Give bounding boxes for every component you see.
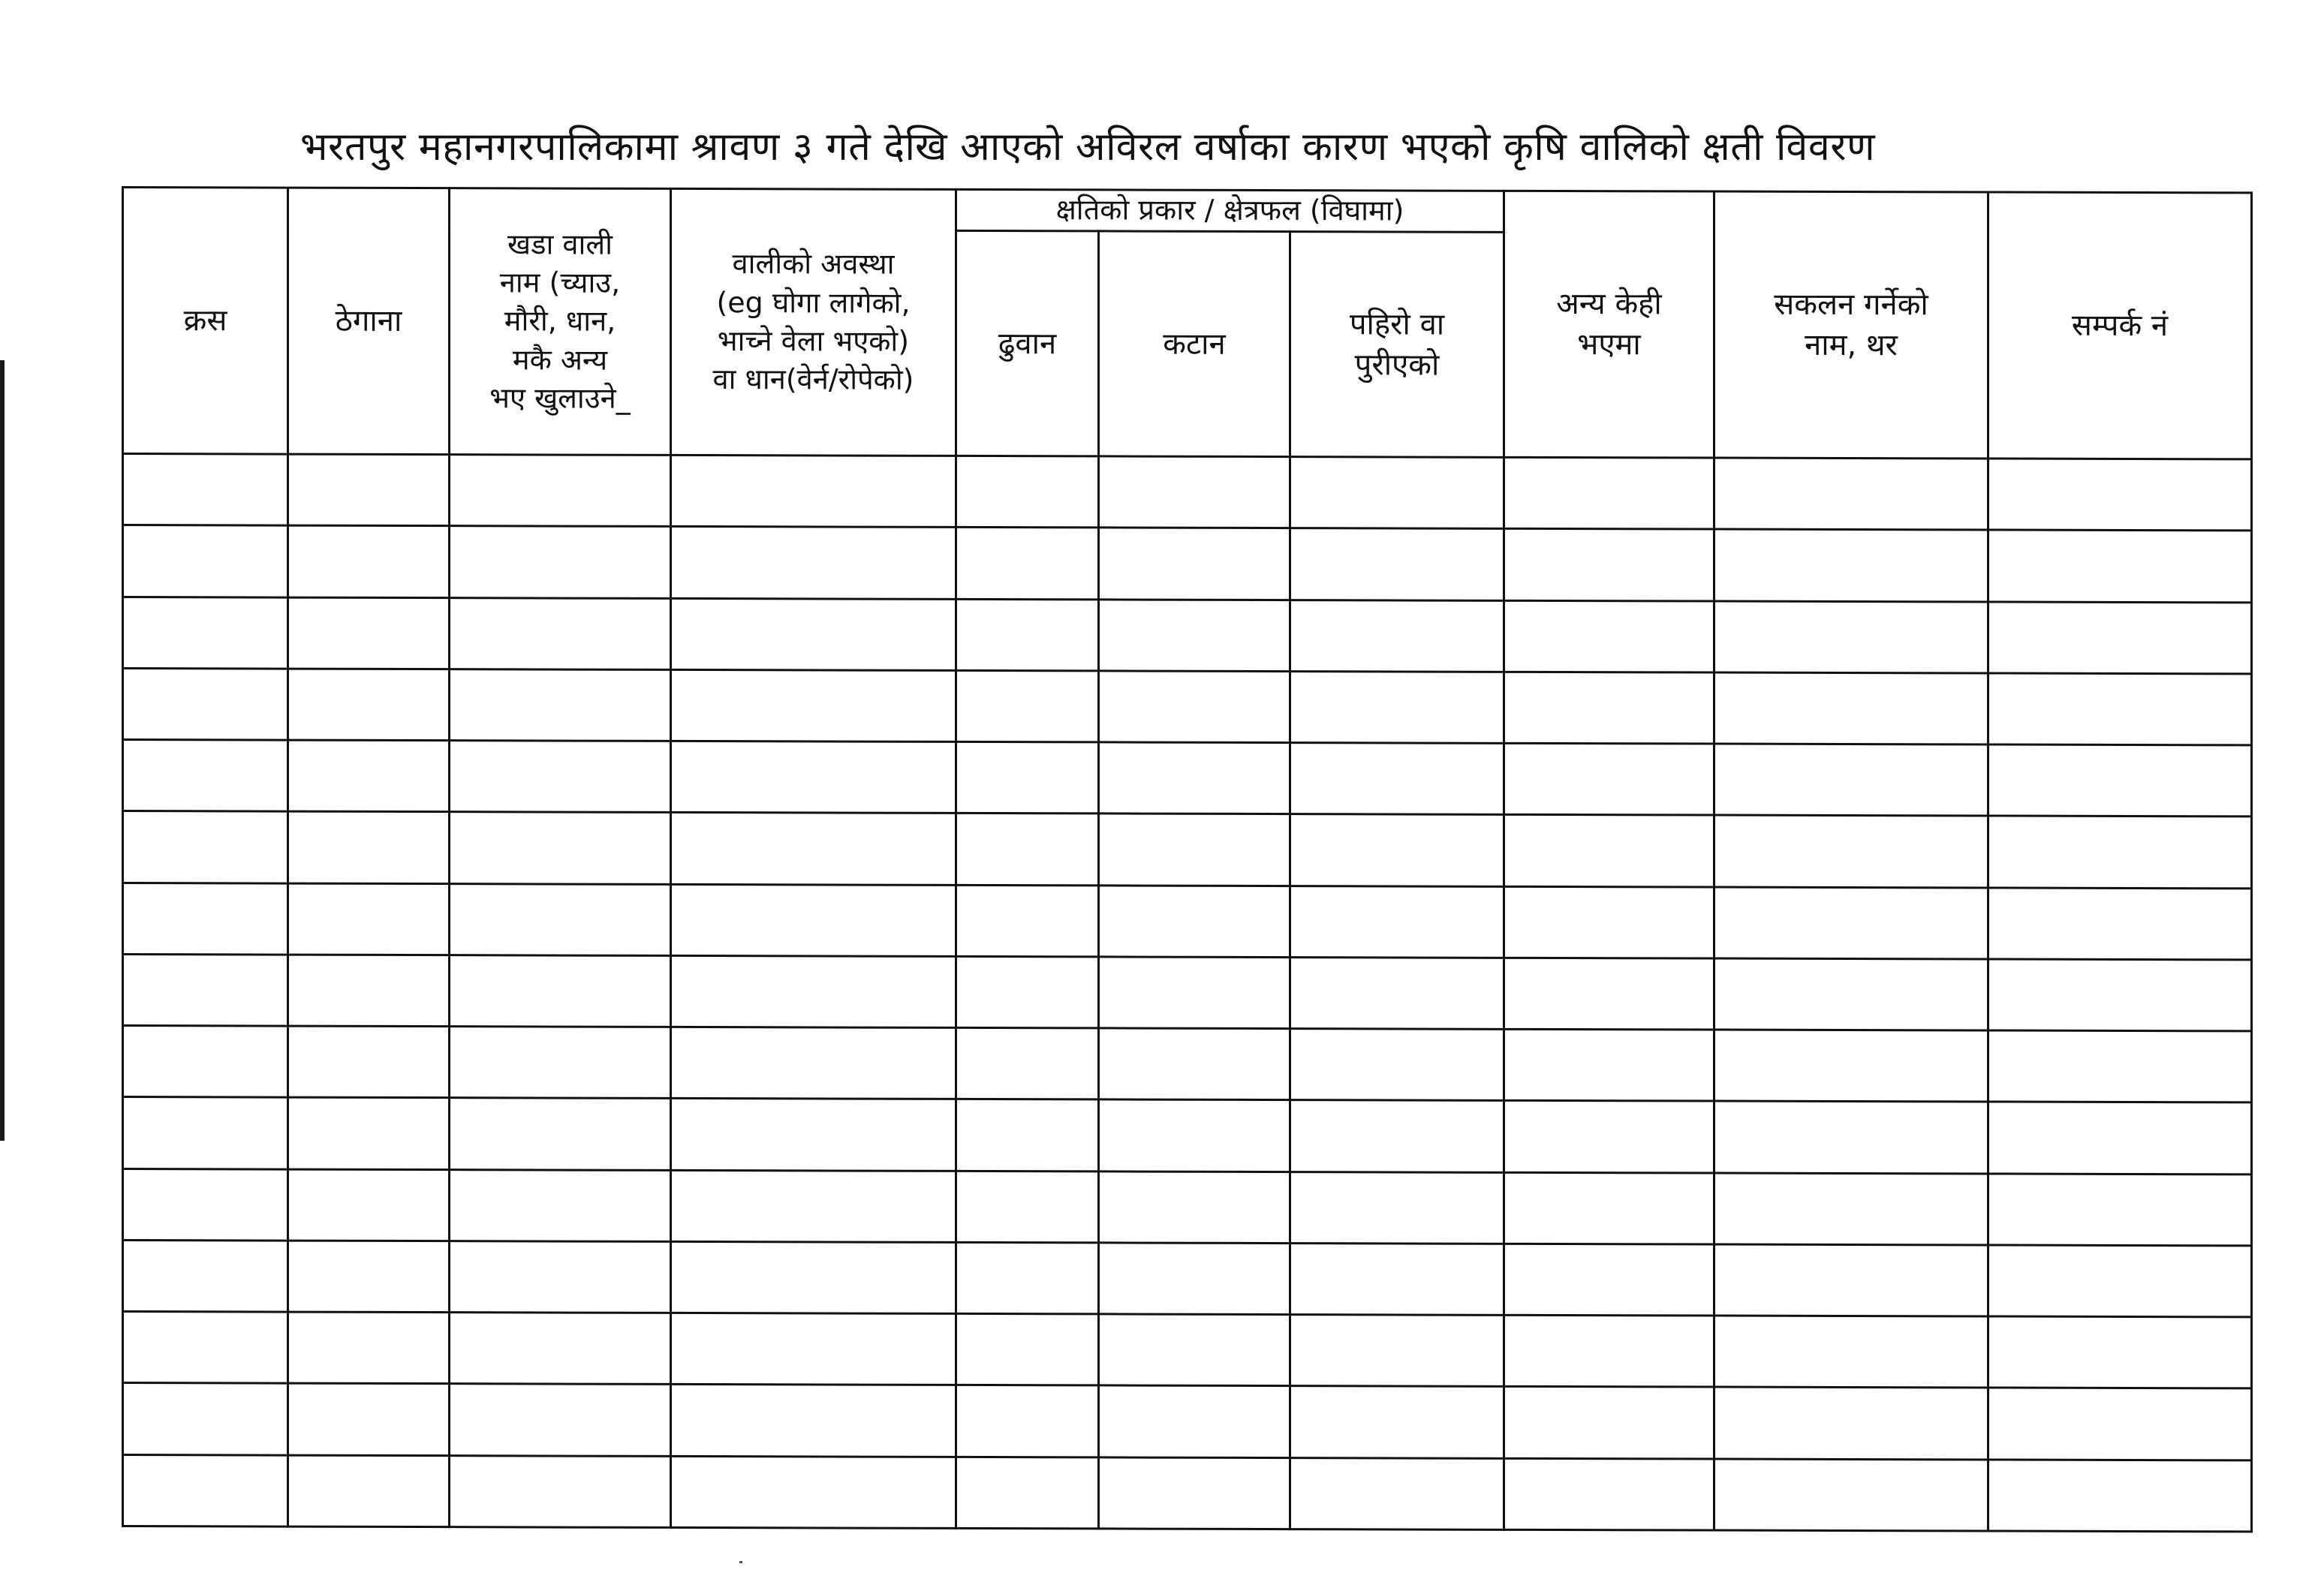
table-row [123,1312,2252,1389]
empty-cell [1290,1029,1504,1101]
empty-cell [956,1314,1099,1386]
empty-cell [1714,672,1988,744]
empty-cell [1290,743,1504,815]
empty-cell [1504,1101,1714,1173]
empty-cell [671,527,956,599]
empty-cell [1099,1314,1290,1386]
table-row [123,1026,2252,1103]
header-crop-name: खडा वाली नाम (च्याउ, मौरी, धान, मकै अन्य भए खुलाउने_ [450,188,671,456]
empty-cell [671,1241,956,1313]
page-title: भरतपुर महानगरपालिकामा श्रावण ३ गते देखि आएको अविरल वर्षाका कारण भएको कृषि वालिको क्षती विवरण [300,125,1876,170]
empty-cell [956,599,1099,671]
empty-cell [450,597,671,669]
table-row [123,597,2252,674]
empty-cell [1504,1172,1714,1244]
empty-cell [956,1242,1099,1314]
empty-cell [1988,744,2252,817]
empty-cell [1099,528,1290,600]
table-row [123,954,2252,1031]
empty-cell [1988,1174,2252,1246]
empty-cell [450,955,671,1027]
empty-cell [450,1455,671,1527]
empty-cell [1504,958,1714,1030]
empty-cell [1714,815,1988,887]
empty-cell [288,1455,450,1527]
empty-cell [1099,1171,1290,1244]
empty-cell [1988,459,2252,531]
empty-cell [1290,1243,1504,1315]
empty-cell [288,525,450,597]
empty-cell [1504,672,1714,744]
empty-cell [1504,1458,1714,1530]
empty-cell [450,741,671,813]
empty-cell [450,812,671,884]
empty-cell [123,1168,288,1241]
empty-cell [288,811,450,883]
empty-cell [123,1312,288,1384]
table-row [123,740,2252,817]
empty-cell [956,885,1099,957]
empty-cell [450,1169,671,1241]
table-row [123,1240,2252,1317]
empty-cell [1099,456,1290,528]
scan-speck [739,1561,742,1563]
empty-cell [288,883,450,955]
empty-cell [288,740,450,812]
empty-cell [956,1385,1099,1457]
empty-cell [1099,1099,1290,1171]
empty-cell [956,1171,1099,1243]
empty-cell [288,1241,450,1313]
empty-cell [1290,457,1504,529]
header-landslide: पहिरो वा पुरीएको [1290,232,1504,458]
empty-cell [1290,957,1504,1029]
empty-cell [450,1313,671,1385]
empty-cell [1504,886,1714,958]
table-body [123,454,2252,1532]
empty-cell [956,670,1099,742]
empty-cell [1290,1171,1504,1244]
empty-cell [288,1097,450,1169]
table-row [123,1097,2252,1174]
empty-cell [288,669,450,741]
empty-cell [671,955,956,1027]
header-erosion: कटान [1099,231,1290,457]
empty-cell [1290,600,1504,672]
empty-cell [671,741,956,813]
empty-cell [123,811,288,883]
empty-cell [123,597,288,669]
empty-cell [1099,1028,1290,1100]
empty-cell [1290,814,1504,886]
empty-cell [1988,816,2252,888]
empty-cell [123,1026,288,1098]
empty-cell [1988,530,2252,602]
empty-cell [1099,814,1290,886]
empty-cell [671,1027,956,1099]
empty-cell [1714,1101,1988,1173]
empty-cell [1714,887,1988,959]
empty-cell [671,1385,956,1457]
scan-edge-shadow [0,360,5,1141]
empty-cell [1714,1388,1988,1460]
empty-cell [450,526,671,598]
empty-cell [123,1383,288,1455]
empty-cell [956,1028,1099,1100]
empty-cell [1504,529,1714,601]
empty-cell [1714,458,1988,530]
empty-cell [1714,1459,1988,1531]
empty-cell [671,598,956,670]
empty-cell [956,456,1099,528]
empty-cell [956,1457,1099,1529]
empty-cell [288,1169,450,1241]
empty-cell [450,1027,671,1099]
empty-cell [1504,743,1714,815]
empty-cell [1714,744,1988,816]
empty-cell [1099,1457,1290,1529]
empty-cell [956,528,1099,600]
empty-cell [671,1170,956,1242]
empty-cell [671,1456,956,1528]
empty-cell [671,1099,956,1171]
empty-cell [1988,1245,2252,1317]
empty-cell [123,668,288,740]
empty-cell [1504,1029,1714,1101]
empty-cell [1714,1030,1988,1102]
empty-cell [1099,599,1290,671]
header-contact: सम्पर्क नं [1988,192,2252,459]
empty-cell [288,1026,450,1098]
empty-cell [1099,886,1290,958]
empty-cell [671,813,956,885]
empty-cell [288,955,450,1027]
empty-cell [123,1097,288,1169]
empty-cell [1714,1244,1988,1316]
empty-cell [288,454,450,526]
header-crop-status: वालीको अवस्था (eg घोगा लागेको, भाच्ने वेला भएको) वा धान(वेर्न/रोपेको) [671,188,956,456]
empty-cell [1988,959,2252,1031]
table-row [123,1454,2252,1532]
empty-cell [671,455,956,527]
empty-cell [1504,815,1714,887]
empty-cell [450,883,671,955]
table-row [123,454,2252,531]
header-damage-type-group: क्षतिको प्रकार / क्षेत्रफल (विघामा) [956,189,1504,232]
empty-cell [1290,1386,1504,1458]
empty-cell [671,1313,956,1385]
header-address: ठेगाना [288,188,450,455]
empty-cell [123,740,288,812]
table-row [123,883,2252,960]
empty-cell [288,1384,450,1456]
empty-cell [1714,1173,1988,1245]
table-row [123,668,2252,745]
empty-cell [671,884,956,956]
empty-cell [450,1098,671,1170]
empty-cell [123,883,288,955]
empty-cell [1714,601,1988,673]
empty-cell [956,1099,1099,1171]
empty-cell [1714,1316,1988,1388]
table-row [123,1383,2252,1460]
empty-cell [1714,529,1988,601]
empty-cell [1988,1460,2252,1532]
empty-cell [1099,742,1290,814]
damage-record-table [122,186,2253,1532]
header-flood: ढुवान [956,230,1099,456]
empty-cell [288,1312,450,1384]
empty-cell [123,1454,288,1526]
empty-cell [1290,886,1504,958]
empty-cell [123,454,288,526]
empty-cell [1988,1388,2252,1460]
empty-cell [1099,1385,1290,1457]
empty-cell [1290,1457,1504,1529]
empty-cell [1290,528,1504,600]
header-collector-name: सकलन गर्नेको नाम, थर [1714,191,1988,459]
empty-cell [1988,602,2252,674]
empty-cell [1290,671,1504,743]
empty-cell [1988,673,2252,745]
table-row [123,1168,2252,1246]
empty-cell [1504,1316,1714,1388]
empty-cell [288,597,450,669]
empty-cell [1988,1102,2252,1174]
empty-cell [956,956,1099,1028]
empty-cell [1504,1387,1714,1459]
empty-cell [1988,1316,2252,1388]
header-serial: क्रस [123,188,288,455]
empty-cell [123,954,288,1026]
empty-cell [956,741,1099,814]
empty-cell [1714,958,1988,1030]
empty-cell [1099,957,1290,1029]
empty-cell [123,525,288,597]
empty-cell [450,455,671,527]
empty-cell [1290,1100,1504,1172]
empty-cell [1504,1244,1714,1316]
empty-cell [1988,1030,2252,1102]
empty-cell [1504,600,1714,672]
header-other: अन्य केही भएमा [1504,191,1714,458]
table-row [123,525,2252,603]
empty-cell [671,669,956,741]
empty-cell [1988,888,2252,960]
empty-cell [450,1241,671,1313]
empty-cell [1290,1315,1504,1387]
empty-cell [450,669,671,741]
empty-cell [1504,457,1714,529]
empty-cell [123,1240,288,1312]
table-row [123,811,2252,889]
empty-cell [1099,1243,1290,1315]
empty-cell [1099,671,1290,743]
empty-cell [450,1384,671,1456]
empty-cell [956,814,1099,886]
